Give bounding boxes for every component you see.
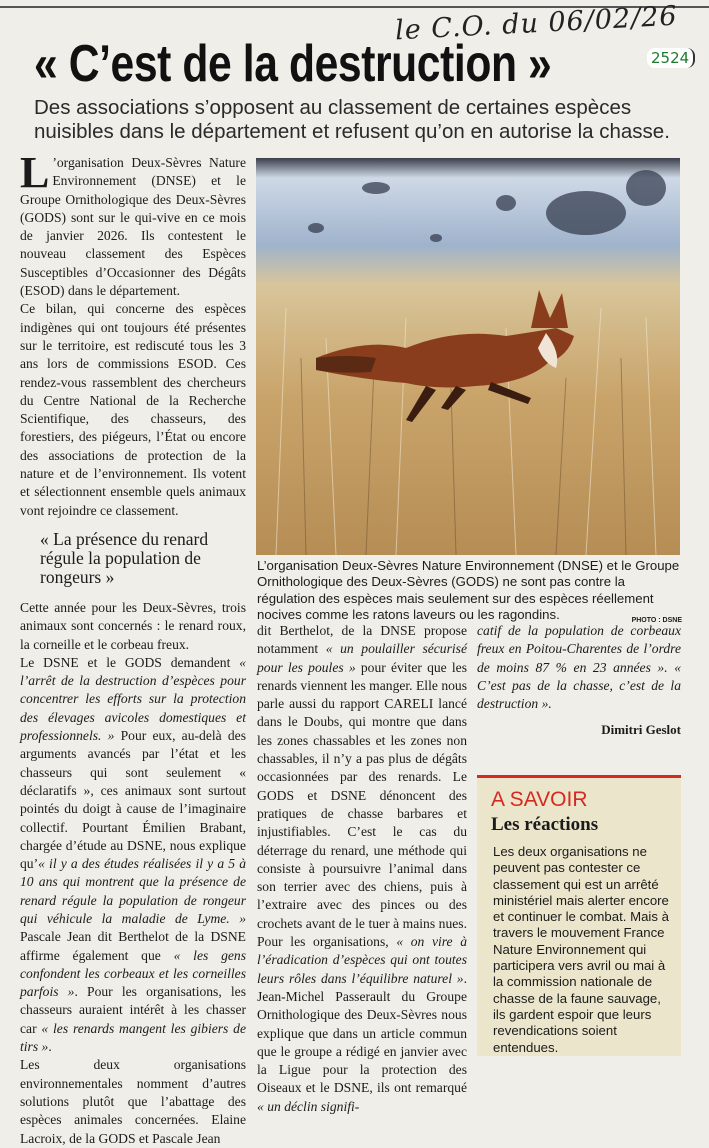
byline: Dimitri Geslot [601, 722, 681, 738]
headline: « C’est de la destruction » [34, 35, 552, 93]
body-text: Les deux organisations environnementales nomment d’autres solutions plutôt que l’abattage des espèces animales concernées. Elaine Lacroix, de la GODS et Pascale Jean [20, 1057, 246, 1146]
quote-text: « l’arrêt de la destruction d’espèces pour concentrer les efforts sur la protection des élevages avicoles domestiques et professionnels. » [20, 654, 246, 744]
body-text: Le DSNE et le GODS demandent [20, 654, 240, 670]
standfirst: Des associations s’opposent au classement de certaines espèces nuisibles dans le département et refusent qu’on en autorise la chasse. [34, 96, 670, 143]
article-column-3 [477, 622, 681, 740]
paragraph [20, 300, 246, 520]
archive-number-stamp: 2524 [647, 48, 695, 68]
body-text: pour éviter que les renards viennent les manger. Elle nous parle aussi du rapport CARELI lancé dans le Doubs, qui montre que dans les zones chassables et les zones non chassables, il n’y a pas plus de dégâts occasionnées par des renards. Le GODS et DSNE dénoncent des pratiques de chasse barbares et injustifiables. C’est le cas du déterrage du renard, une méthode qui consiste à poursuivre l’animal dans son terrier avec des chiens, puis à l’extraire avec des pinces ou des crochets avant de le tuer à mains nues. Pour les organisations, [257, 659, 468, 950]
body-text: Cette année pour les Deux-Sèvres, trois animaux sont concernés : le renard roux, la corneille et le corbeau freux. [20, 599, 246, 652]
sidebar-box-a-savoir [477, 775, 681, 1056]
quote-text: catif de la population de corbeaux freux en Poitou-Charentes de l’ordre de moins 87 % en 23 années ». « C’est pas de la chasse, c’est de la destruction ». [477, 623, 681, 712]
quote-text: « les renards mangent les gibiers de tirs » [20, 1020, 246, 1055]
quote-text: « il y a des études réalisées il y a 5 à 10 ans qui montrent que la présence de renard régule la population de rongeur qui véhicule la maladie de Lyme. » [20, 856, 246, 926]
body-text: dit Berthelot, de la DNSE propose notamment [257, 623, 467, 657]
box-title: Les réactions [491, 814, 599, 835]
body-text: Pour eux, au-delà des arguments avancés par l’état et les chasseurs qui sont seulement « déclaratifs », ces animaux sont surtout pointés du doigt à cause de l’imaginaire collectif. Pourtant Émilien Brabant, chargée d’étude au DSNE, nous explique qu’ [20, 728, 246, 872]
paragraph-intro [20, 148, 246, 300]
paragraph [20, 1056, 246, 1147]
quote-text: « un poulailler sécurisé pour les poules » [257, 641, 467, 675]
quote-text: « un déclin signifi- [257, 1098, 360, 1114]
subheading: « La présence du renard régule la population de rongeurs » [40, 528, 209, 587]
body-text: . Pour les organisations, les chasseurs auraient intérêt à les chasser car [20, 984, 246, 1036]
paragraph [257, 622, 467, 1116]
box-kicker: A SAVOIR [491, 788, 588, 811]
photo-credit: PHOTO : DSNE [631, 616, 682, 624]
article-column-1 [20, 148, 246, 1148]
body-text: Pascale Jean dit Berthelot de la DSNE affirme également que [20, 929, 246, 963]
drop-cap: L [20, 148, 50, 197]
quote-text: « on vire à l’éradication d’espèces qui ont toutes leurs rôles dans l’équilibre naturel » [257, 934, 468, 986]
body-text: Ce bilan, qui concerne des espèces indigènes qui ont toujours été présentes sur le territoire, est rediscuté tous les 3 ans lors de commissions ESOD. Ces rendez-vous rassemblent des chercheurs du Centre National de la Recherche Scientifique, des chasseurs, des forestiers, des piégeurs, l’État ou encore des associations de protection de la nature et de l’environnement. Ils votent et sélectionnent ensemble quels animaux vont rejoindre ce classement. [20, 301, 246, 518]
paragraph [477, 622, 681, 713]
fox-photo-image [256, 158, 680, 555]
body-text: ’organisation Deux-Sèvres Nature Environnement (DNSE) et le Groupe Ornithologique des Deux-Sèvres (GODS) sont sur le qui-vive en ce mois de janvier 2026. Ils contestent le nouveau classement des Espèces Susceptibles d’Occasionner des Dégâts (ESOD) dans le département. [20, 155, 246, 299]
body-text: . Jean-Michel Passerault du Groupe Ornithologique des Deux-Sèvres nous explique que dans un article commun que le groupe a rédigé en janvier avec la Ligue pour la protection des Oiseaux et le DSNE, ils ont remarqué [257, 970, 467, 1096]
paragraph [20, 654, 246, 1057]
fox-photo [256, 158, 680, 555]
photo-caption [257, 558, 682, 629]
body-text: . [48, 1039, 52, 1055]
box-text: Les deux organisations ne peuvent pas contester ce classement qui est un arrêté ministériel mais alerter encore et continuer le combat. Mais à travers le mouvement France Nature Environnement qui participera vers avril ou mai à la commission nationale de chasse de la faune sauvage, ils gardent espoir que leurs revendications soient entendues. [493, 844, 669, 1055]
caption-text: L’organisation Deux-Sèvres Nature Environnement (DNSE) et le Groupe Ornithologique des Deux-Sèvres (GODS) ne sont pas contre la régulation des espèces mais seulement sur des espèces réellement nocives comme les ratons laveurs ou les ragondins. [257, 558, 680, 622]
quote-text: « les gens confondent les corbeaux et les corneilles parfois » [20, 947, 246, 1000]
handwritten-note: le C.O. du 06/02/26 [394, 0, 679, 47]
paragraph [20, 599, 246, 654]
article-column-2 [257, 622, 467, 1116]
